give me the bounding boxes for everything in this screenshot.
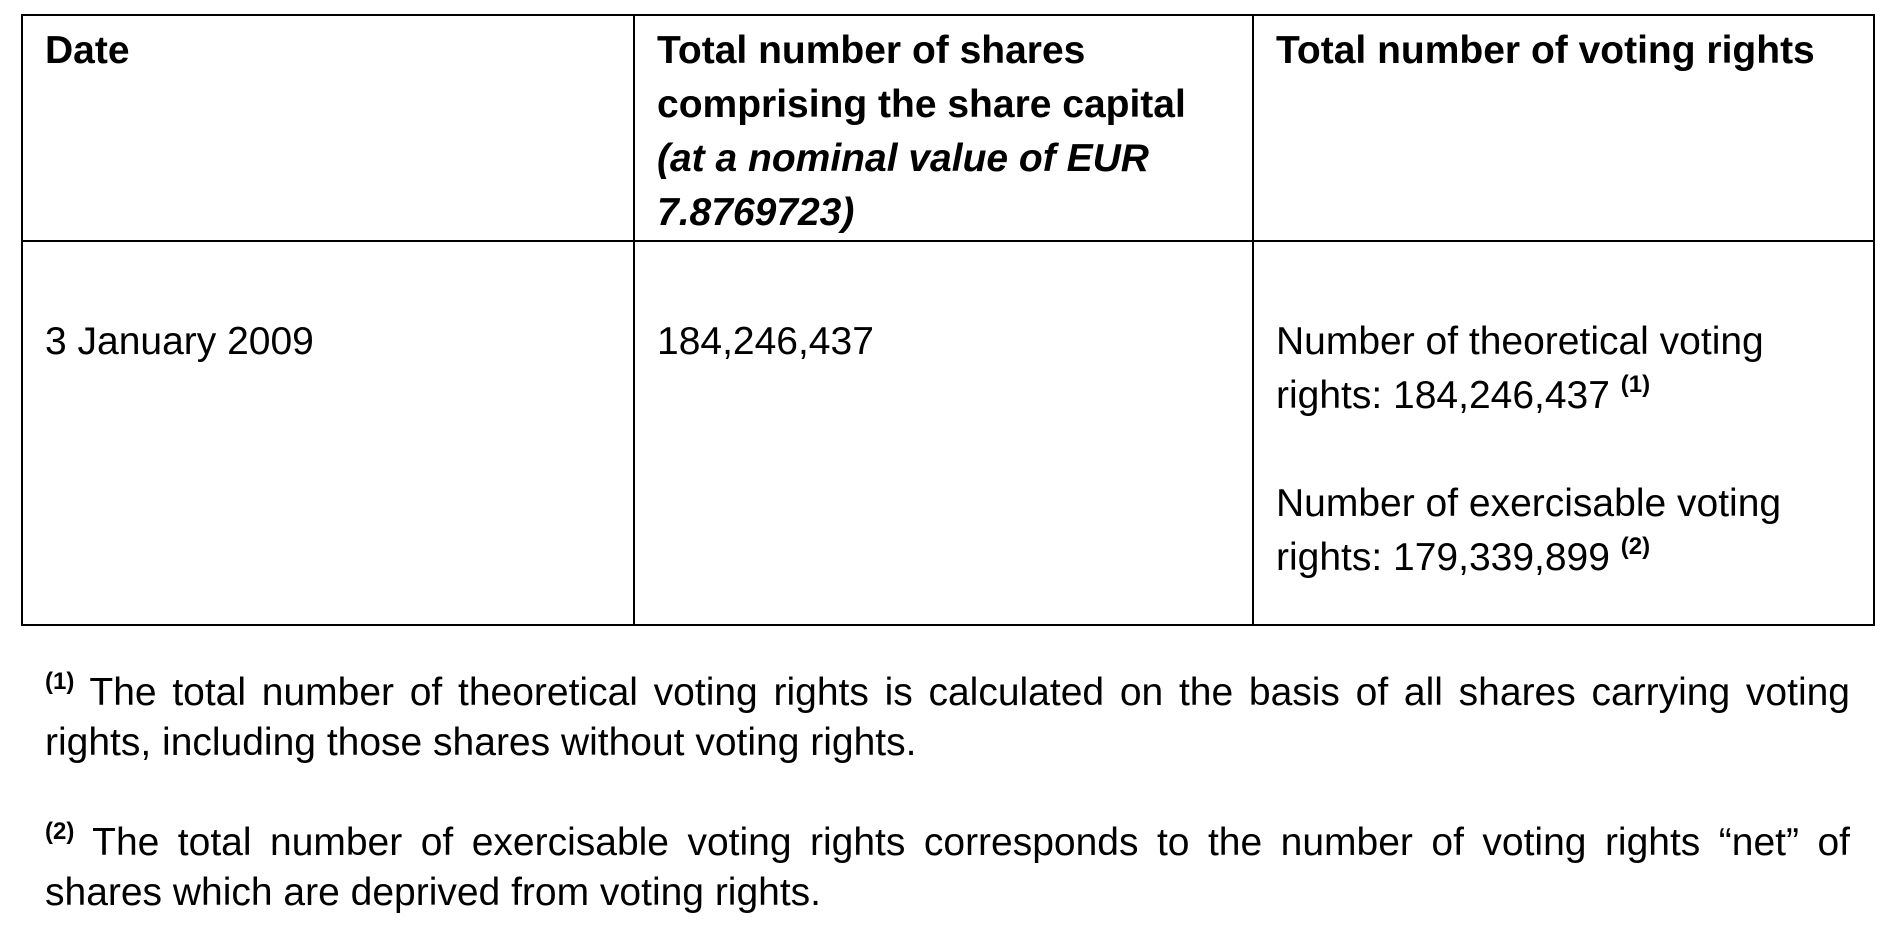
row-shares-value: 184,246,437	[657, 320, 874, 363]
cell-voting-rights	[1253, 241, 1874, 625]
theoretical-voting-rights-text: Number of theoretical voting rights: 184,246,437	[1276, 320, 1764, 417]
table-row	[22, 241, 1874, 625]
footnote-1-text: The total number of theoretical voting rights is calculated on the basis of all shares carrying voting rights, including those shares without voting rights.	[45, 671, 1850, 764]
header-nominal-value: (at a nominal value of EUR 7.8769723)	[657, 137, 1149, 234]
theoretical-voting-rights	[1276, 315, 1851, 423]
row-date-value: 3 January 2009	[45, 320, 314, 363]
cell-total-shares	[634, 241, 1253, 625]
cell-date	[22, 241, 634, 625]
exercisable-voting-rights-text: Number of exercisable voting rights: 179,339,899	[1276, 482, 1782, 579]
footnote-2	[45, 818, 1850, 918]
footnote-ref-2: (2)	[1620, 533, 1651, 560]
footnote-1	[45, 668, 1850, 768]
header-date-label: Date	[45, 29, 130, 72]
footnote-2-mark: (2)	[45, 818, 75, 845]
footnote-2-text: The total number of exercisable voting rights corresponds to the number of voting rights “net” of shares which are deprived from voting rights.	[45, 821, 1850, 914]
header-voting-rights	[1253, 15, 1874, 241]
exercisable-voting-rights	[1276, 477, 1851, 585]
header-total-shares-label: Total number of shares comprising the share capital	[657, 29, 1186, 126]
voting-rights-table	[21, 14, 1875, 626]
footnote-ref-1: (1)	[1620, 371, 1651, 398]
header-total-shares	[634, 15, 1253, 241]
footnote-1-mark: (1)	[45, 668, 75, 695]
table-header-row	[22, 15, 1874, 241]
header-date	[22, 15, 634, 241]
header-voting-rights-label: Total number of voting rights	[1276, 29, 1815, 72]
